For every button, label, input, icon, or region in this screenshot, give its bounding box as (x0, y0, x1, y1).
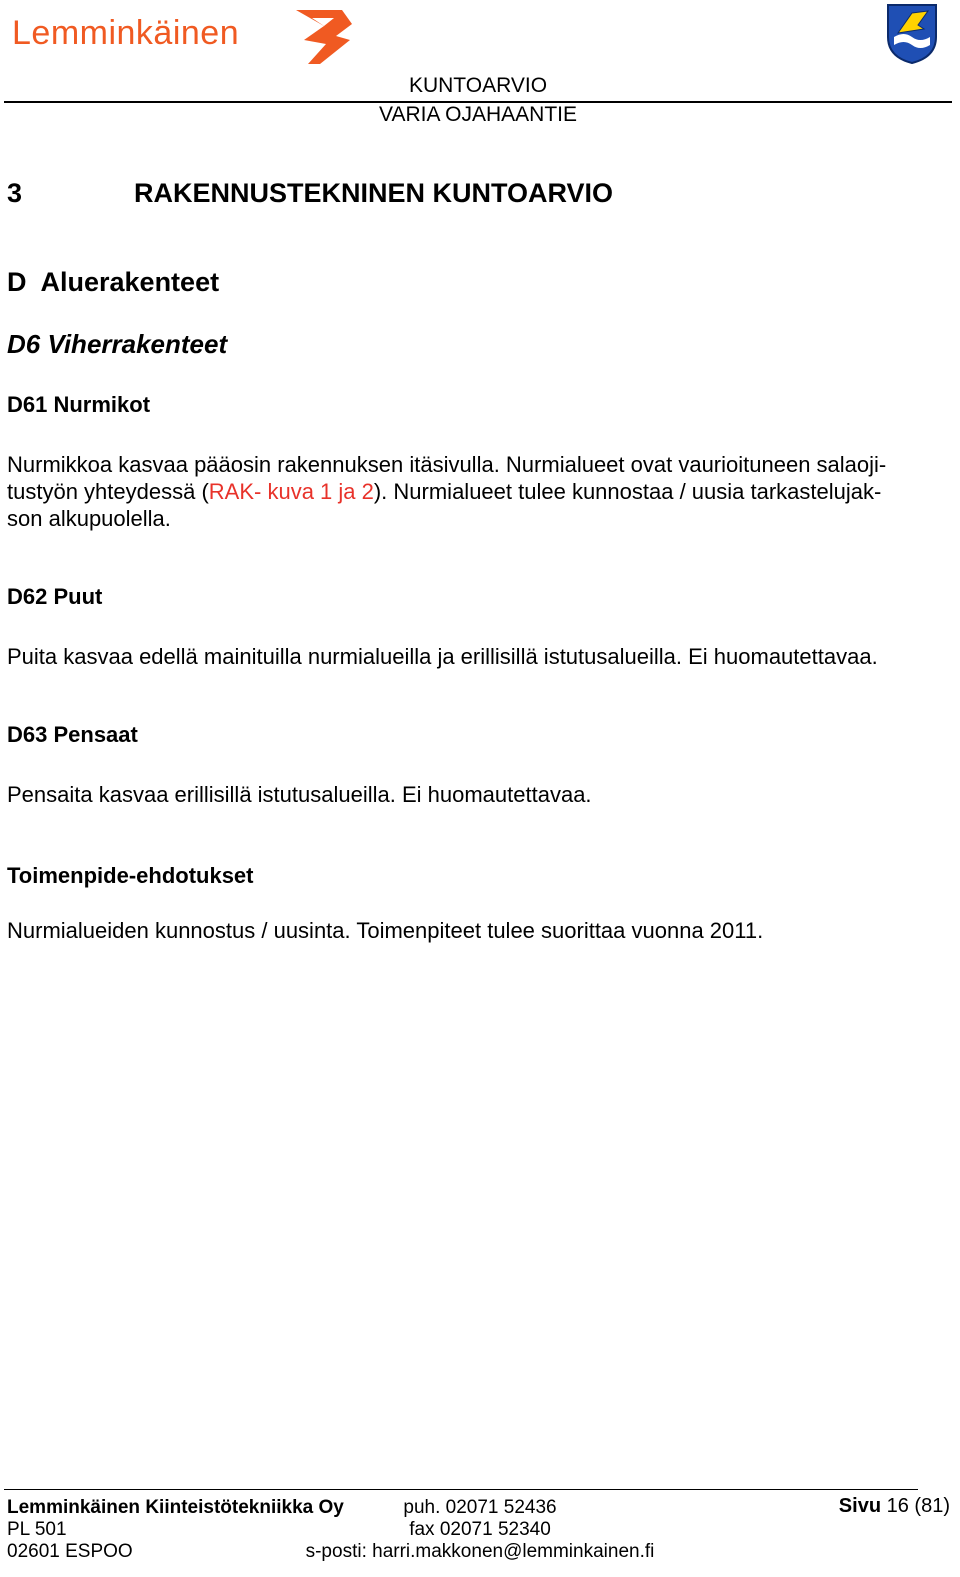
d61-line-2 (7, 478, 952, 505)
footer-phone: puh. 02071 52436 (403, 1497, 557, 1518)
page-total: (81) (914, 1495, 950, 1517)
page-number: 16 (886, 1495, 909, 1517)
d63-paragraph: Pensaita kasvaa erillisillä istutusalueilla. Ei huomautettavaa. (7, 782, 592, 807)
d61-line-1: Nurmikkoa kasvaa pääosin rakennuksen itäsivulla. Nurmialueet ovat vaurioituneen salaoji- (7, 452, 887, 477)
footer-fax: fax 02071 52340 (409, 1519, 551, 1540)
actions-paragraph: Nurmialueiden kunnostus / uusinta. Toimenpiteet tulee suorittaa vuonna 2011. (7, 918, 764, 943)
subsubsection-title: D6 Viherrakenteet (7, 329, 228, 359)
footer-email[interactable]: s-posti: harri.makkonen@lemminkainen.fi (305, 1541, 655, 1562)
page-label: Sivu (838, 1495, 882, 1517)
actions-heading: Toimenpide-ehdotukset (7, 863, 254, 888)
footer-city: 02601 ESPOO (7, 1541, 133, 1562)
municipal-crest-icon (884, 3, 940, 65)
footer-page-indicator (760, 1495, 950, 1517)
d61-paragraph (7, 451, 952, 532)
d61-line-3: son alkupuolella. (7, 506, 171, 531)
d62-heading: D62 Puut (7, 584, 103, 609)
footer-divider (4, 1489, 918, 1490)
d61-heading: D61 Nurmikot (7, 392, 151, 417)
subsection-title: D Aluerakenteet (7, 267, 220, 297)
footer-contact-block (280, 1497, 680, 1563)
document-title: KUNTOARVIO (408, 74, 548, 97)
footer-company: Lemminkäinen Kiinteistötekniikka Oy (7, 1497, 344, 1518)
document-subtitle: VARIA OJAHAANTIE (379, 103, 577, 126)
company-logo-text: Lemminkäinen (12, 14, 240, 52)
section-title: RAKENNUSTEKNINEN KUNTOARVIO (134, 178, 614, 208)
d61-line-2-post: ). Nurmialueet tulee kunnostaa / uusia tarkastelujak- (373, 479, 882, 504)
section-number: 3 (7, 178, 23, 208)
d63-heading: D63 Pensaat (7, 722, 138, 747)
lemminkainen-logo-icon (290, 6, 356, 68)
d62-paragraph: Puita kasvaa edellä mainituilla nurmialueilla ja erillisillä istutusalueilla. Ei huomautettavaa. (7, 644, 878, 669)
d61-line-2-pre: tustyön yhteydessä ( (7, 479, 209, 504)
figure-reference-link[interactable]: RAK- kuva 1 ja 2 (208, 479, 374, 504)
header-divider (4, 101, 952, 103)
footer-po-box: PL 501 (7, 1519, 67, 1540)
